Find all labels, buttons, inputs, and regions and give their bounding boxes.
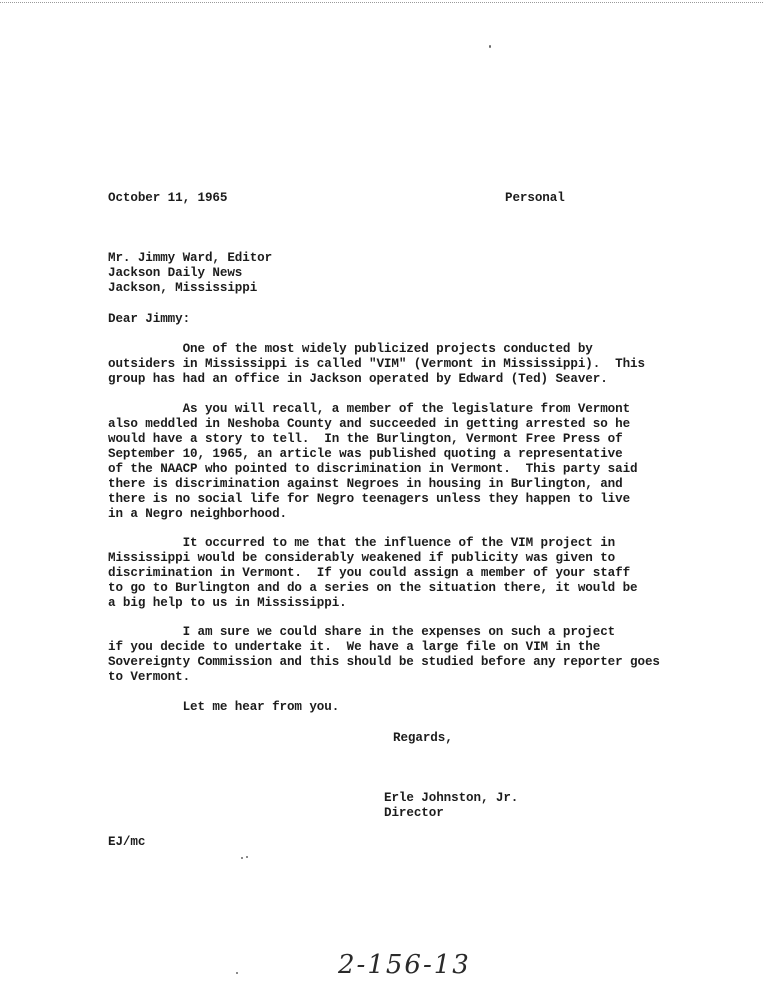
body-line: Sovereignty Commission and this should be studied before any reporter goes xyxy=(108,655,660,669)
body-line: would have a story to tell. In the Burlington, Vermont Free Press of xyxy=(108,432,623,446)
body-line: I am sure we could share in the expenses on such a project xyxy=(108,625,616,639)
body-line: in a Negro neighborhood. xyxy=(108,507,287,521)
address-line: Mr. Jimmy Ward, Editor xyxy=(108,251,273,265)
closing: Regards, xyxy=(393,731,453,745)
body-line: outsiders in Mississippi is called "VIM" (Vermont in Mississippi). This xyxy=(108,357,645,371)
salutation: Dear Jimmy: xyxy=(108,312,191,326)
body-line: As you will recall, a member of the legislature from Vermont xyxy=(108,402,631,416)
body-line: a big help to us in Mississippi. xyxy=(108,596,347,610)
signer-title: Director xyxy=(384,806,444,820)
scan-speck xyxy=(246,856,248,858)
scan-speck xyxy=(236,972,238,974)
typist-initials: EJ/mc xyxy=(108,835,146,849)
address-line: Jackson Daily News xyxy=(108,266,243,280)
scan-speck xyxy=(489,45,491,48)
letter-date: October 11, 1965 xyxy=(108,191,228,205)
body-line: to Vermont. xyxy=(108,670,191,684)
scan-speck xyxy=(241,857,243,859)
body-line: discrimination in Vermont. If you could assign a member of your staff xyxy=(108,566,631,580)
body-line: of the NAACP who pointed to discrimination in Vermont. This party said xyxy=(108,462,638,476)
body-line: One of the most widely publicized projects conducted by xyxy=(108,342,593,356)
body-line: there is discrimination against Negroes in housing in Burlington, and xyxy=(108,477,623,491)
body-line: Let me hear from you. xyxy=(108,700,340,714)
address-line: Jackson, Mississippi xyxy=(108,281,258,295)
body-line: also meddled in Neshoba County and succeeded in getting arrested so he xyxy=(108,417,631,431)
page-top-edge xyxy=(0,2,763,7)
body-line: It occurred to me that the influence of the VIM project in xyxy=(108,536,616,550)
body-line: to go to Burlington and do a series on the situation there, it would be xyxy=(108,581,638,595)
handwritten-file-number: 2-156-13 xyxy=(338,950,471,980)
signer-name: Erle Johnston, Jr. xyxy=(384,791,519,805)
body-line: there is no social life for Negro teenagers unless they happen to live xyxy=(108,492,631,506)
body-line: September 10, 1965, an article was published quoting a representative xyxy=(108,447,623,461)
body-line: Mississippi would be considerably weakened if publicity was given to xyxy=(108,551,616,565)
personal-marking: Personal xyxy=(505,191,565,205)
body-line: group has had an office in Jackson operated by Edward (Ted) Seaver. xyxy=(108,372,608,386)
body-line: if you decide to undertake it. We have a large file on VIM in the xyxy=(108,640,601,654)
